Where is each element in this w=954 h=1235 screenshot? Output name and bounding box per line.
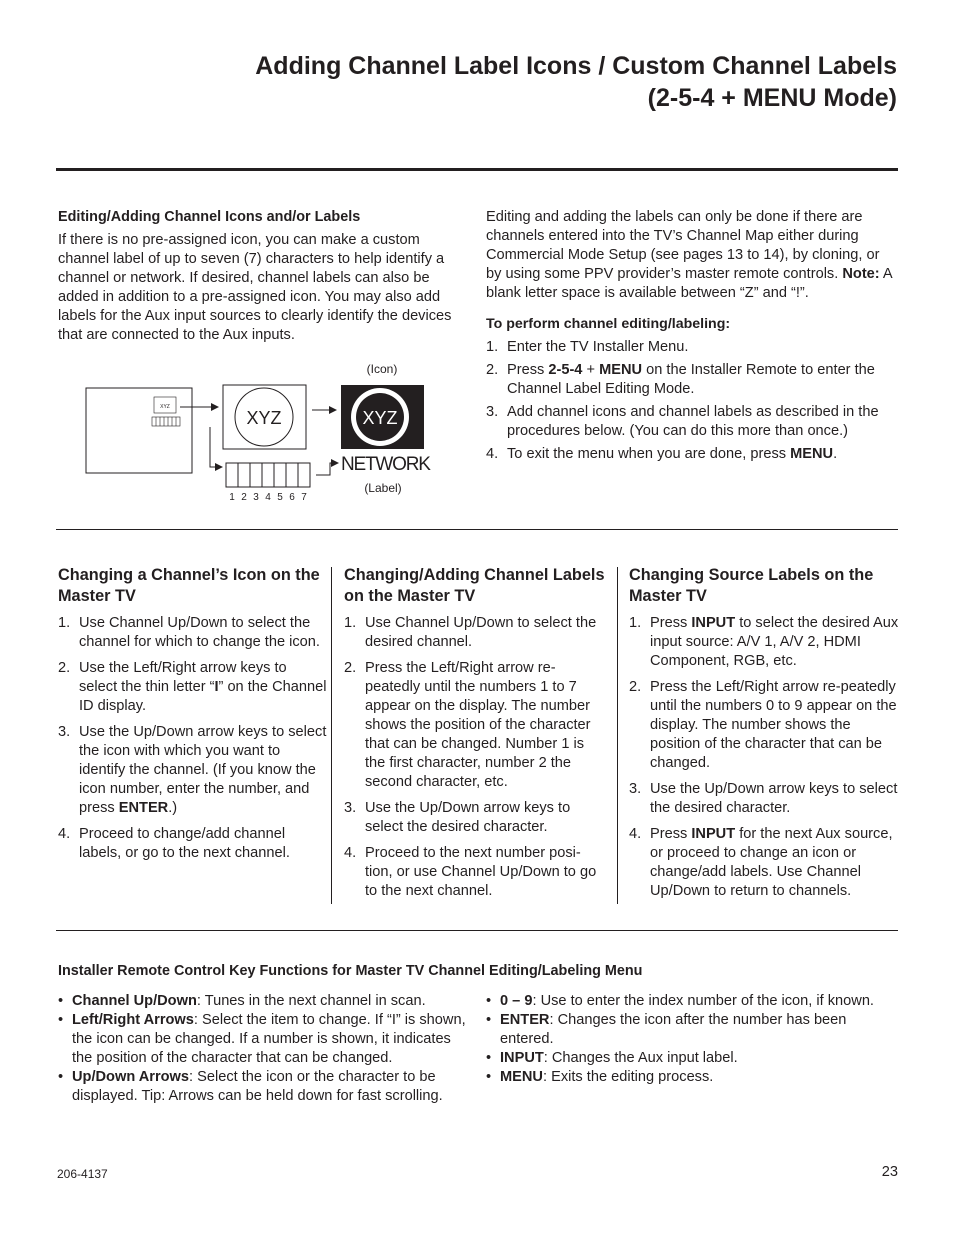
column-heading: Changing Source Labels on the Master TV [629,566,874,605]
label-position-digit: 1 [229,492,235,503]
title-divider [56,168,898,171]
label-position-digit: 3 [253,492,259,503]
step-text: Use Channel Up/Down to select the channel for which to change the icon. [79,615,320,650]
column-divider-2 [617,567,618,904]
step-number: 1. [629,615,642,631]
step-key-text: INPUT [691,615,736,631]
step-number: 2. [344,660,357,676]
step-number: 2. [58,660,71,676]
key-function-item [58,1011,468,1068]
step-text: for the next Aux source, or proceed to change an icon or change/add labels. Use Channel Up/Down to return to channels. [650,826,893,899]
key-name: Left/Right Arrows [72,1012,194,1028]
icon-caption: (Icon) [366,362,398,376]
step-text: Press [650,826,692,842]
column-source-labels [629,565,899,908]
column-divider-1 [331,567,332,904]
step-item [486,361,898,399]
key-function-item [58,992,468,1011]
title-line-2: (2-5-4 + MENU Mode) [647,84,897,112]
right-intro-section [486,208,898,468]
step-item [344,799,608,837]
step-text: Press [507,362,549,378]
label-cells [226,463,310,487]
label-position-digit: 7 [301,492,307,503]
step-text: Use Channel Up/Down to select the desired channel. [365,615,597,650]
step-item [58,723,328,818]
label-position-digit: 2 [241,492,247,503]
key-functions-left [58,992,468,1106]
step-item [486,445,898,464]
key-description: : Select the icon or the character to be displayed. Tip: Arrows can be held down for fast scrolling. [72,1069,443,1104]
label-position-digits [229,492,307,503]
page-title [255,50,897,114]
step-text: .) [168,800,178,816]
step-number: 4. [629,826,642,842]
column-steps [344,614,608,901]
step-text: Press the Left/Right arrow re-peatedly until the numbers 0 to 9 appear on the display. The number shows the position of the character that can be changed. [650,679,897,771]
step-number: 4. [344,845,357,861]
step-key-text: INPUT [691,826,736,842]
step-item [629,780,899,818]
intro-heading: Editing/Adding Channel Icons and/or Labels [58,209,361,225]
right-intro-body: Editing and adding the labels can only be done if there are channels entered into the TV’s Channel Map either during Commercial Mode Setup (see pages 13 to 14), by cloning, or by using some PPV provider’s master remote controls. [486,209,880,282]
intro-section [58,208,468,345]
step-item [344,659,608,792]
step-text: Use the Up/Down arrow keys to select the icon with which you want to identify the channel. (If you know the icon number, enter the number, and press [79,724,327,816]
key-name: MENU [500,1069,543,1085]
step-item [629,678,899,773]
step-item [486,403,898,441]
key-description: : Exits the editing process. [542,1069,714,1085]
key-function-item [486,1068,886,1087]
step-item [58,659,328,716]
column-heading: Changing/Adding Channel Labels on the Master TV [344,566,605,605]
step-number: 1. [344,615,357,631]
step-key-text: ENTER [118,800,169,816]
label-position-digit: 4 [265,492,271,503]
step-number: 1. [58,615,71,631]
icon-text: XYZ [246,408,282,428]
key-name: ENTER [500,1012,550,1028]
label-position-digit: 6 [289,492,295,503]
section-divider-1 [56,529,898,530]
step-item [344,844,608,901]
step-text: to select the desired Aux input source: A/V 1, A/V 2, HDMI Component, RGB, etc. [650,615,899,669]
section-divider-2 [56,930,898,931]
label-position-digit: 5 [277,492,283,503]
procedure-steps [486,338,898,464]
step-key-text: MENU [599,362,643,378]
step-text: Proceed to change/add channel labels, or go to the next channel. [79,826,290,861]
step-item [344,614,608,652]
key-description: : Changes the Aux input label. [543,1050,738,1066]
label-diagram [80,355,440,510]
key-functions-heading: Installer Remote Control Key Functions for Master TV Channel Editing/Labeling Menu [58,963,643,979]
step-text: Use the Up/Down arrow keys to select the desired character. [365,800,571,835]
step-number: 2. [629,679,642,695]
step-text: To exit the menu when you are done, press [507,446,791,462]
intro-body: If there is no pre-assigned icon, you can make a custom channel label of up to seven (7) characters to help identify a channel or network. If desired, channel labels can also be added in addition to a pre-assigned icon. You may also add labels for the Aux input sources to clearly identify the devices that are connected to the Aux inputs. [58,232,452,343]
step-item [629,825,899,901]
step-number: 1. [486,339,499,355]
note-label: Note: [842,266,880,282]
network-label-text: NETWORK [341,454,430,475]
key-function-item [486,1011,886,1049]
step-text: Add channel icons and channel labels as described in the procedures below. (You can do this more than once.) [507,404,879,439]
icon-filled-text: XYZ [362,408,398,428]
step-text: + [582,362,600,378]
key-description: : Select the item to change. If “I” is shown, the icon can be changed. If a number is shown, it indicates the position of the character that can be changed. [72,1012,466,1066]
step-text: Enter the TV Installer Menu. [507,339,689,355]
step-item [486,338,898,357]
step-number: 3. [58,724,71,740]
step-text: Use the Left/Right arrow keys to select the thin letter “ [79,660,287,695]
step-number: 3. [344,800,357,816]
step-text: ” on the Channel ID display. [79,679,327,714]
key-functions-right [486,992,886,1087]
key-name: Up/Down Arrows [72,1069,190,1085]
key-description: : Use to enter the index number of the icon, if known. [532,993,874,1009]
step-text: Press [650,615,692,631]
key-description: : Tunes in the next channel in scan. [196,993,426,1009]
key-function-item [486,992,886,1011]
key-name: 0 – 9 [500,993,533,1009]
column-icon [58,565,328,870]
step-item [58,614,328,652]
key-description: : Changes the icon after the number has been entered. [500,1012,847,1047]
step-text: Press the Left/Right arrow re-peatedly until the numbers 1 to 7 appear on the display. The number shows the position of the character that can be changed. Number 1 is the first character, number 2 the second character, etc. [365,660,591,790]
key-function-item [58,1068,468,1106]
arrow-to-network [316,463,338,475]
document-number: 206-4137 [57,1167,108,1181]
step-number: 4. [58,826,71,842]
step-number: 2. [486,362,499,378]
step-number: 3. [629,781,642,797]
step-text: Proceed to the next number posi-tion, or use Channel Up/Down to go to the next channel. [365,845,597,899]
column-steps [58,614,328,863]
step-text: Use the Up/Down arrow keys to select the desired character. [650,781,898,816]
note-text: A blank letter space is available between “Z” and “!”. [486,266,892,301]
title-line-1: Adding Channel Label Icons / Custom Channel Labels [255,52,897,80]
key-function-item [486,1049,886,1068]
step-item [629,614,899,671]
label-caption: (Label) [364,481,402,495]
step-text: on the Installer Remote to enter the Channel Label Editing Mode. [507,362,875,397]
page-number: 23 [881,1164,898,1180]
step-key-text: 2-5-4 [548,362,583,378]
tv-icon-text: XYZ [160,404,170,410]
column-heading: Changing a Channel’s Icon on the Master TV [58,566,320,605]
tv-label-cells [152,417,180,426]
key-name: Channel Up/Down [72,993,197,1009]
arrow-to-label [210,427,222,467]
step-key-text: I [214,679,219,695]
step-key-text: MENU [790,446,834,462]
step-item [58,825,328,863]
key-name: INPUT [500,1050,544,1066]
step-number: 3. [486,404,499,420]
column-steps [629,614,899,901]
procedure-heading: To perform channel editing/labeling: [486,316,731,332]
column-channel-labels [344,565,608,908]
step-text: . [833,446,838,462]
step-number: 4. [486,446,499,462]
